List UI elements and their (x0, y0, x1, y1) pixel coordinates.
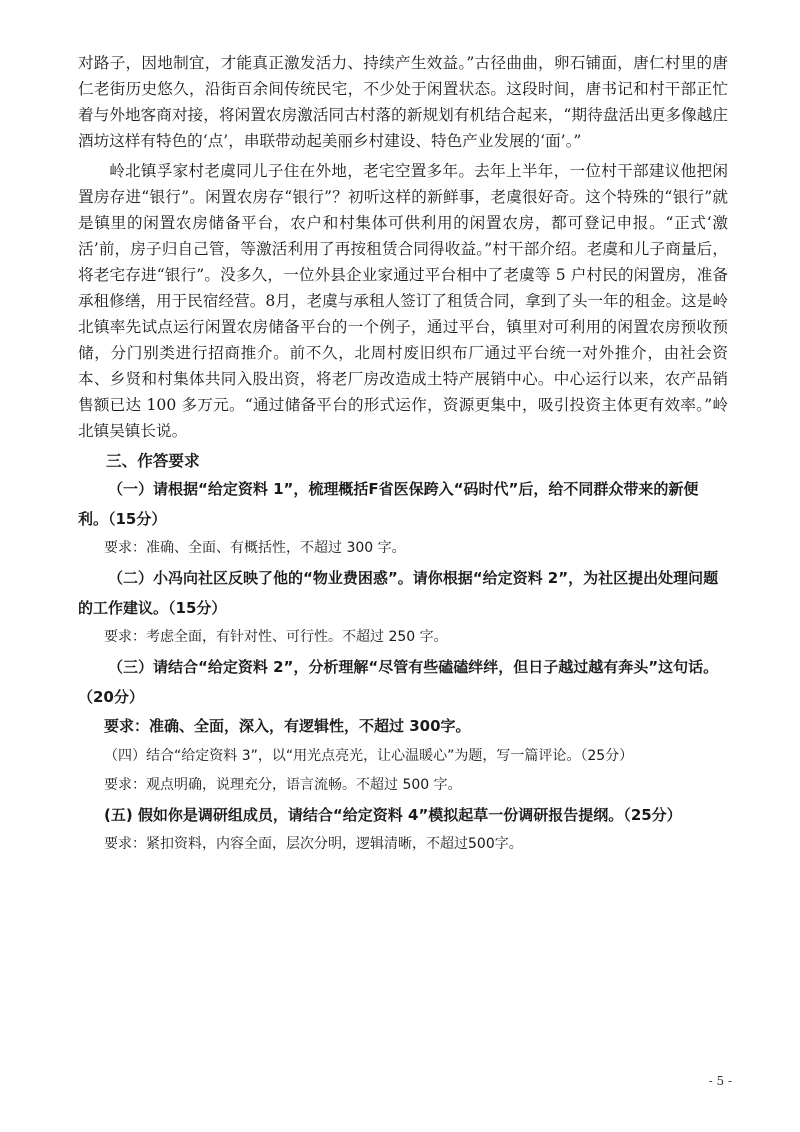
question-requirement: 要求：准确、全面、有概括性，不超过 300 字。 (104, 540, 406, 556)
question-prompt: (五) 假如你是调研组成员，请结合“给定资料 4”模拟起草一份调研报告提纲。（25分） (104, 806, 682, 824)
section-heading: 三、作答要求 (106, 451, 200, 470)
question-item (78, 741, 728, 800)
page-number: - 5 - (708, 1074, 732, 1088)
question-item (78, 563, 728, 652)
body-paragraph-continued: 对路子，因地制宜，才能真正激发活力、持续产生效益。”古径曲曲，卵石铺面，唐仁村里的唐仁老街历史悠久，沿街百余间传统民宅，不少处于闲置状态。这段时间，唐书记和村干部正忙着与外地客商对接，将闲置农房激活同古村落的新规划有机结合起来，“期待盘活出更多像越庄酒坊这样有特色的‘点’，串联带动起美丽乡村建设、特色产业发展的‘面’。” (78, 54, 728, 150)
question-list (78, 474, 728, 859)
question-requirement: 要求：考虑全面，有针对性、可行性。不超过 250 字。 (104, 629, 448, 645)
body-paragraph: 岭北镇孚家村老虞同儿子住在外地，老宅空置多年。去年上半年，一位村干部建议他把闲置房存进“银行”。闲置农房存“银行”？初听这样的新鲜事，老虞很好奇。这个特殊的“银行”就是镇里的闲置农房储备平台，农户和村集体可供利用的闲置农房，都可登记申报。“正式‘激活’前，房子归自己管，等激活利用了再按租赁合同得收益。”村干部介绍。老虞和儿子商量后，将老宅存进“银行”。没多久，一位外县企业家通过平台相中了老虞等 5 户村民的闲置房，准备承租修缮，用于民宿经营。8月，老虞与承租人签订了租赁合同，拿到了头一年的租金。这是岭北镇率先试点运行闲置农房储备平台的一个例子，通过平台，镇里对可利用的闲置农房预收预储，分门别类进行招商推介。前不久，北周村废旧织布厂通过平台统一对外推介，由社会资本、乡贤和村集体共同入股出资，将老厂房改造成土特产展销中心。中心运行以来，农产品销售额已达 100 多万元。“通过储备平台的形式运作，资源更集中，吸引投资主体更有效率。”岭北镇吴镇长说。 (78, 162, 728, 440)
question-prompt: （四）结合“给定资料 3”，以“用光点亮光，让心温暖心”为题，写一篇评论。（25分） (104, 748, 634, 764)
question-requirement: 要求：准确、全面，深入，有逻辑性，不超过 300字。 (104, 717, 471, 735)
question-item (78, 652, 728, 741)
question-prompt: （一）请根据“给定资料 1”，梳理概括F省医保跨入“码时代”后，给不同群众带来的新便利。（15分） (78, 480, 699, 528)
page-content (78, 50, 728, 859)
question-prompt: （三）请结合“给定资料 2”，分析理解“尽管有些磕磕绊绊，但日子越过越有奔头”这句话。（20分） (78, 658, 719, 706)
question-item (78, 800, 728, 859)
question-item (78, 474, 728, 563)
question-requirement: 要求：观点明确，说理充分，语言流畅。不超过 500 字。 (104, 777, 462, 793)
question-requirement: 要求：紧扣资料，内容全面，层次分明，逻辑清晰，不超过500字。 (104, 836, 523, 852)
question-prompt: （二）小冯向社区反映了他的“物业费困惑”。请你根据“给定资料 2”，为社区提出处理问题的工作建议。（15分） (78, 569, 719, 617)
